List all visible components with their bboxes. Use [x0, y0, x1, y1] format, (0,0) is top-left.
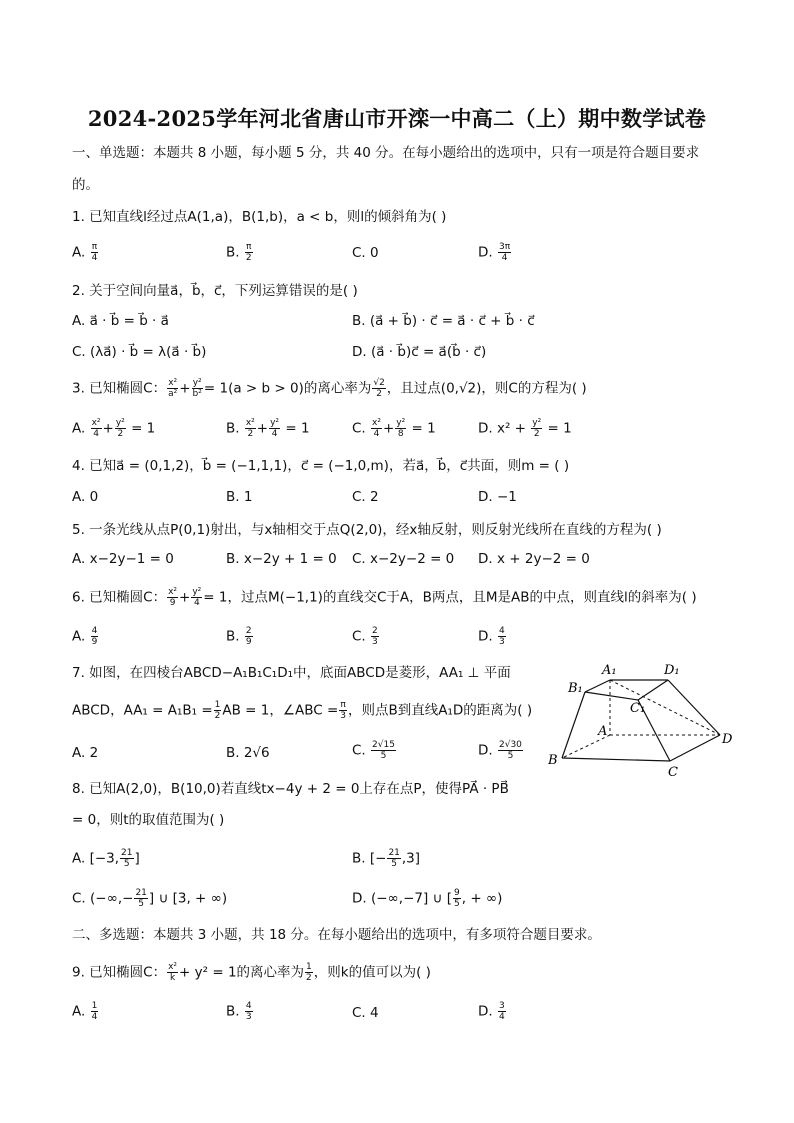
q7-option-b: B. 2√6 — [226, 745, 270, 761]
q3-option-b: B. $\frac{\text{x²}}{2}$ + $\frac{\text{y²}}{4}$ = 1 — [226, 418, 310, 439]
section-1-intro: 一、单选题：本题共 8 小题，每小题 5 分，共 40 分。在每小题给出的选项中，只有一项是符合题目要求 — [72, 145, 700, 161]
question-4-stem: 4. 已知a⃗ = (0,1,2)，b⃗ = (−1,1,1)，c⃗ = (−1,0,m)，若a⃗，b⃗，c⃗共面，则m = ( ) — [72, 458, 570, 474]
label-d1: D₁ — [664, 663, 680, 678]
label-a1: A₁ — [602, 663, 617, 678]
q5-option-d: D. x + 2y−2 = 0 — [478, 551, 590, 567]
label-b1: B₁ — [568, 681, 583, 696]
fraction: $\frac{\text{x²}}{\text{a²}}$ — [168, 378, 178, 399]
fraction: $\frac{3\pi}{4}$ — [498, 242, 511, 263]
q1-option-d — [478, 242, 512, 263]
label-c1: C₁ — [630, 701, 646, 716]
frustum-figure — [548, 660, 738, 780]
q6-option-a: A. $\frac{4}{9}$ — [72, 626, 98, 647]
question-7-stem-line1: 7. 如图，在四棱台ABCD−A₁B₁C₁D₁中，底面ABCD是菱形，AA₁ ⊥ 平面 — [72, 665, 511, 681]
q8-option-a: A. [−3, $\frac{21}{5}$ ] — [72, 848, 140, 869]
q3-option-d: D. x² + $\frac{\text{y²}}{2}$ = 1 — [478, 418, 572, 439]
label-c: C — [668, 765, 678, 780]
q4-option-d: D. −1 — [478, 489, 517, 505]
q7-option-d: D. $\frac{2√30}{5}$ — [478, 740, 522, 761]
fraction: $\frac{\text{x²}}{9}$ — [168, 587, 178, 608]
fraction: $\frac{\text{y²}}{4}$ — [192, 587, 202, 608]
question-6-stem: 6. 已知椭圆C： $\frac{\text{x²}}{9}$ + $\frac{\text{y²}}{4}$ = 1，过点M(−1,1)的直线交C于A，B两点，且M是AB的中点，则直线l的斜率为( ) — [72, 587, 697, 608]
q2-option-a: A. a⃗ · b⃗ = b⃗ · a⃗ — [72, 313, 169, 329]
q8-option-b: B. [− $\frac{21}{5}$ ,3] — [352, 848, 421, 869]
label-b: B — [548, 753, 558, 768]
fraction: $\frac{\pi}{4}$ — [91, 242, 98, 263]
q5-option-a: A. x−2y−1 = 0 — [72, 551, 174, 567]
label-d: D — [722, 732, 733, 747]
q2-option-c: C. (λa⃗) · b⃗ = λ(a⃗ · b⃗) — [72, 344, 207, 360]
q9-option-b: B. $\frac{4}{3}$ — [226, 1001, 252, 1022]
edge-c-d — [670, 735, 720, 761]
section-1-intro-cont: 的。 — [72, 177, 99, 193]
q6-option-b: B. $\frac{2}{9}$ — [226, 626, 252, 647]
question-8-stem-line2: = 0，则t的取值范围为( ) — [72, 812, 225, 828]
option-label: D. — [478, 244, 493, 261]
edge-a1-b1 — [585, 680, 610, 692]
edge-c1-d1 — [638, 680, 668, 700]
question-7-stem-line2: ABCD，AA₁ = A₁B₁ = $\frac{1}{2}$ AB = 1，∠ABC = $\frac{\pi}{3}$ ，则点B到直线A₁D的距离为( ) — [72, 700, 533, 721]
q4-option-c: C. 2 — [352, 489, 379, 505]
option-label: A. — [72, 244, 86, 261]
q6-option-c: C. $\frac{2}{3}$ — [352, 626, 378, 647]
q9-option-d: D. $\frac{3}{4}$ — [478, 1001, 505, 1022]
label-a: A — [598, 724, 608, 739]
q7-option-c: C. $\frac{2√15}{5}$ — [352, 740, 395, 761]
segment-a1-d — [610, 680, 720, 735]
q3-option-a: A. $\frac{\text{x²}}{4}$ + $\frac{\text{y²}}{2}$ = 1 — [72, 418, 156, 439]
edge-b1-c1 — [585, 692, 638, 700]
q5-option-b: B. x−2y + 1 = 0 — [226, 551, 337, 567]
option-label: B. — [226, 244, 240, 261]
question-1-stem: 1. 已知直线l经过点A(1,a)，B(1,b)，a < b，则l的倾斜角为( ) — [72, 209, 447, 225]
question-3-stem: 3. 已知椭圆C： $\frac{\text{x²}}{\text{a²}}$ + $\frac{\text{y²}}{\text{b²}}$ = 1(a > b > 0)的离心率为 $\frac{√2}{2}$ ，且过点(0,√2)，则C的方程为( ) — [72, 378, 587, 399]
q1-option-b — [226, 242, 254, 263]
page-title: 2024-2025学年河北省唐山市开滦一中高二（上）期中数学试卷 — [87, 106, 707, 131]
question-5-stem: 5. 一条光线从点P(0,1)射出，与x轴相交于点Q(2,0)，经x轴反射，则反射光线所在直线的方程为( ) — [72, 522, 662, 538]
edge-d1-d — [668, 680, 720, 735]
q5-option-c: C. x−2y−2 = 0 — [352, 551, 455, 567]
question-2-stem: 2. 关于空间向量a⃗，b⃗，c⃗，下列运算错误的是( ) — [72, 283, 358, 299]
q1-option-a — [72, 242, 99, 263]
q7-option-a: A. 2 — [72, 745, 99, 761]
q6-option-d: D. $\frac{4}{3}$ — [478, 626, 505, 647]
fraction: $\frac{√2}{2}$ — [373, 378, 385, 399]
fraction: $\frac{\text{y²}}{\text{b²}}$ — [192, 378, 202, 399]
q2-option-b: B. (a⃗ + b⃗) · c⃗ = a⃗ · c⃗ + b⃗ · c⃗ — [352, 313, 535, 329]
question-9-stem: 9. 已知椭圆C： $\frac{\text{x²}}{k}$ + y² = 1的离心率为 $\frac{1}{2}$ ，则k的值可以为( ) — [72, 962, 431, 983]
q8-option-c: C. (−∞,− $\frac{21}{5}$ ] ∪ [3, + ∞) — [72, 888, 228, 909]
q8-option-d: D. (−∞,−7] ∪ [ $\frac{9}{5}$ , + ∞) — [352, 888, 503, 909]
q9-option-c: C. 4 — [352, 1005, 379, 1021]
q1-option-c: C. 0 — [352, 245, 379, 261]
q3-option-c: C. $\frac{\text{x²}}{4}$ + $\frac{\text{y²}}{8}$ = 1 — [352, 418, 436, 439]
fraction: $\frac{\pi}{2}$ — [245, 242, 252, 263]
q4-option-a: A. 0 — [72, 489, 99, 505]
section-2-intro: 二、多选题：本题共 3 小题，共 18 分。在每小题给出的选项中，有多项符合题目要求。 — [72, 927, 601, 943]
q4-option-b: B. 1 — [226, 489, 253, 505]
edge-b-c — [562, 758, 670, 761]
q2-option-d: D. (a⃗ · b⃗)c⃗ = a⃗(b⃗ · c⃗) — [352, 344, 487, 360]
question-8-stem-line1: 8. 已知A(2,0)，B(10,0)若直线tx−4y + 2 = 0上存在点P，使得PA⃗ · PB⃗ — [72, 781, 509, 797]
q9-option-a: A. $\frac{1}{4}$ — [72, 1001, 98, 1022]
